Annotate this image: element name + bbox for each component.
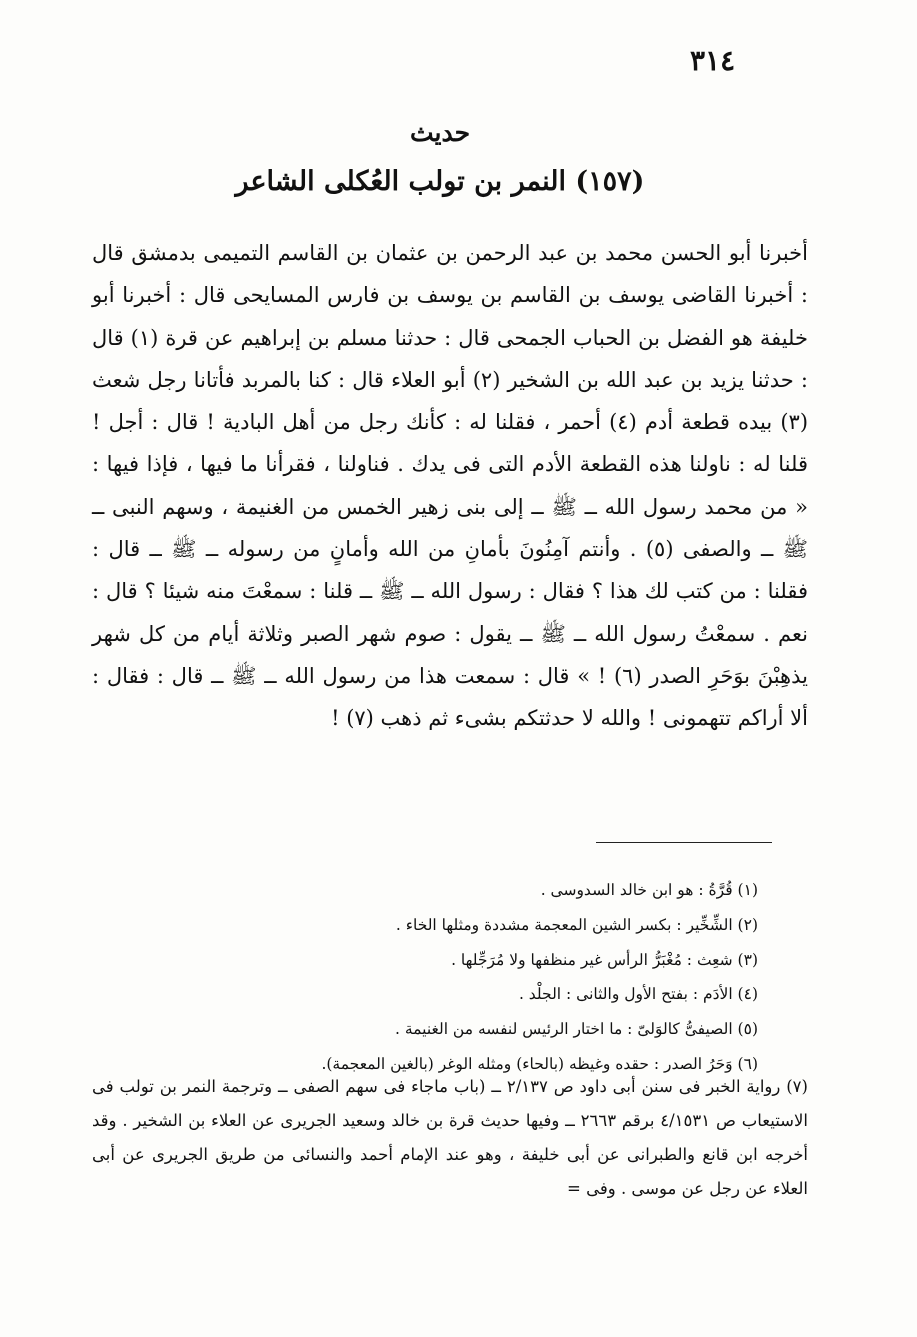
footnote-7: (٧) رواية الخبر فى سنن أبى داود ص ٢/١٣٧ ــ (باب ماجاء فى سهم الصفى ــ وترجمة النمر بن تولب فى الاستيعاب ص ٤/١٥٣١ برقم ٢٦٦٣ ــ وفيها حديث قرة بن خالد وسعيد الجريرى عن العلاء بن الشخير . وقد أخرجه ابن قانع والطبرانى عن أبى خليفة ، وهو عند الإمام أحمد والنسائى من طريق الجريرى عن أبى العلاء عن رجل عن موسى . وفى = (92, 1077, 808, 1198)
hadith-title: (١٥٧) النمر بن تولب العُكلى الشاعر (235, 166, 645, 197)
footnote-6: (٦) وَحَرُ الصدر : حقده وغيظه (بالحاء) ومثله الوغر (بالغين المعجمة). (321, 1054, 758, 1073)
hadith-body (92, 232, 808, 740)
footnote-5: (٥) الصيفىُّ كالوَلىّ : ما اختار الرئيس لنفسه من الغنيمة . (395, 1020, 758, 1039)
footnote-4: (٤) الأدَم : بفتح الأول والثانى : الجلْد . (518, 985, 758, 1004)
page-number: ٣١٤ (690, 44, 736, 77)
footnote-1: (١) قُرَّةُ : هو ابن خالد السدوسى . (540, 881, 758, 899)
section-label: حديث (409, 118, 471, 147)
footnote-2: (٢) الشِّخِّير : بكسر الشين المعجمة مشددة ومثلها الخاء . (395, 915, 758, 934)
footnote-3: (٣) شعِث : مُغْبَرُّ الرأس غير منظفها ولا مُرَجِّلها . (451, 950, 758, 969)
footnote-divider (596, 842, 772, 843)
hadith-paragraph: أخبرنا أبو الحسن محمد بن عبد الرحمن بن عثمان بن القاسم التميمى بدمشق قال : أخبرنا القاضى يوسف بن القاسم بن يوسف بن فارس المسايحى قال : أخبرنا أبو خليفة هو الفضل بن الحباب الجمحى قال : حدثنا مسلم بن إبراهيم عن قرة (١) قال : حدثنا يزيد بن عبد الله بن الشخير (٢) أبو العلاء قال : كنا بالمربد فأتانا رجل شعث (٣) بيده قطعة أدم (٤) أحمر ، فقلنا له : كأنك رجل من أهل البادية ! قال : أجل ! قلنا له : ناولنا هذه القطعة الأدم التى فى يدك . فناولنا ، فقرأنا ما فيها ، فإذا فيها : « من محمد رسول الله ــ ﷺ ــ إلى بنى زهير الخمس من الغنيمة ، وسهم النبى ــ ﷺ ــ والصفى (٥) . وأنتم آمِنُونَ بأمانِ من الله وأمانٍ من رسوله ــ ﷺ ــ قال : فقلنا : من كتب لك هذا ؟ فقال : رسول الله ــ ﷺ ــ قلنا : سمعْتَ منه شيئا ؟ قال : نعم . سمعْتُ رسول الله ــ ﷺ ــ يقول : صوم شهر الصبر وثلاثة أيام من كل شهر يذهِبْنَ بوَحَرِ الصدر (٦) ! » قال : سمعت هذا من رسول الله ــ ﷺ ــ قال : فقال : ألا أراكم تتهمونى ! والله لا حدثتكم بشىء ثم ذهب (٧) ! (92, 241, 809, 731)
footnotes (92, 873, 808, 1082)
